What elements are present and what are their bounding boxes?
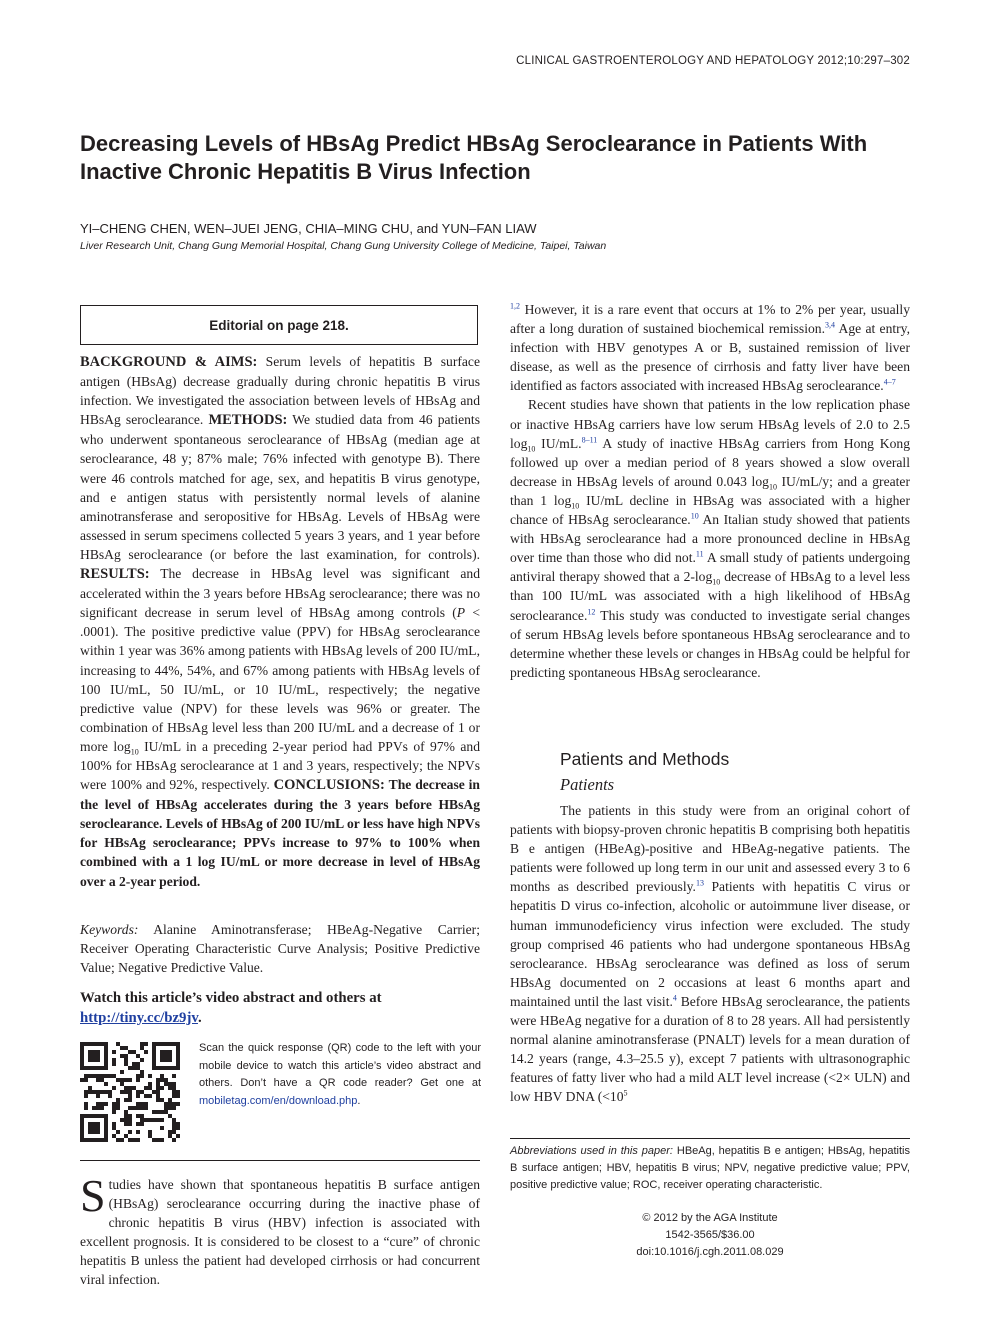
methods-body — [510, 801, 910, 1107]
conclusions-text: The decrease in the level of HBsAg accelerates during the 3 years before HBsAg seroclearance. Levels of HBsAg of 200 IU/mL or less have high NPVs for HBsAg seroclearance; PPVs increase to 97% to 100% when combined with a 1 log IU/mL or more decrease in level of HBsAg over a 2-year period. — [80, 777, 480, 889]
reference[interactable]: 8–11 — [581, 435, 598, 445]
keywords-label: Keywords: — [80, 922, 139, 937]
conclusions-label: CONCLUSIONS: — [273, 777, 385, 794]
drop-cap: S — [80, 1170, 106, 1221]
video-link[interactable]: http://tiny.cc/bz9jv — [80, 1010, 198, 1026]
methods-text: Patients with hepatitis C virus or hepatitis D virus co-infection, alcoholic or autoimmune liver disease, or human immunodeficiency virus infection were excluded. The study group comprised 46 patients who had undergone spontaneous HBsAg seroclearance. HBsAg seroclearance was defined as loss of serum HBsAg documented on 2 occasions at least 6 months apart and maintained until the last visit. — [510, 879, 910, 1009]
methods-text: Before HBsAg seroclearance, the patients were HBeAg negative for a duration of 8 to 28 years. All had persistently normal alanine aminotransferase (PNALT) levels for a mean duration of 14.2 years (range, 4.3–25.5 y), except 7 patients with ultrasonographic features of fatty liver who had a mild ALT level increase (<2× ULN) and low HBV DNA (<10 — [510, 993, 910, 1105]
results-text: The decrease in HBsAg level was significant and accelerated within the 3 years before HBsAg seroclearance; there was no significant decrease in serum level of HBsAg among controls ( — [80, 566, 480, 621]
intro-text: IU/mL/y; and a greater than 1 log — [510, 473, 910, 508]
methods-label: METHODS: — [208, 412, 288, 429]
editorial-label: Editorial on page 218. — [209, 317, 349, 333]
video-abstract-heading: Watch this article’s video abstract and others at http://tiny.cc/bz9jv. — [80, 990, 382, 1026]
reference[interactable]: 10 — [690, 511, 699, 521]
intro-text: tudies have shown that spontaneous hepatitis B surface antigen (HBsAg) seroclearance occurring during the inactive phase of chronic hepatitis B virus (HBV) infection is associated with excellent prognosis. It is considered to be closest to a “cure” of chronic hepatitis B unless the patient had developed cirrhosis or had concurrent viral infection. — [80, 1177, 480, 1288]
background-label: BACKGROUND & AIMS: — [80, 354, 258, 370]
video-heading-text: Watch this article’s video abstract and others at — [80, 990, 382, 1006]
reference[interactable]: 4–7 — [883, 377, 896, 387]
abstract — [80, 352, 480, 891]
intro-text: An Italian study showed that patients with HBsAg seroclearance had a more pronounced decline in HBsAg over time than those who did not. — [510, 512, 910, 566]
subsection-heading: Patients — [560, 775, 615, 794]
keywords-text: Alanine Aminotransferase; HBeAg-Negative Carrier; Receiver Operating Characteristic Curve Analysis; Positive Predictive Value; Negative Predictive Value. — [80, 922, 480, 976]
subscript: 10 — [571, 501, 580, 511]
divider — [510, 1138, 910, 1139]
abbrev-text: HBeAg, hepatitis B e antigen; HBsAg, hepatitis B surface antigen; HBV, hepatitis B virus; NPV, negative predictive value; PPV, positive predictive value; ROC, receiver operating characteristic. — [510, 1145, 910, 1191]
keywords — [80, 920, 480, 977]
reference[interactable]: 3,4 — [824, 320, 835, 330]
intro-text: Age at entry, infection with HBV genotypes A or B, sustained remission of liver disease, as well as the presence of cirrhosis and fatty liver have been identified as factors associated with increased HBsAg seroclearance. — [510, 321, 910, 394]
intro-text: A study of inactive HBsAg carriers from Hong Kong followed up over a median period of 8 years showed a slow overall decrease in HBsAg levels of around 0.043 log — [510, 435, 910, 489]
author-list: YI–CHENG CHEN, WEN–JUEI JENG, CHIA–MING CHU, and YUN–FAN LIAW — [80, 221, 537, 236]
copyright: © 2012 by the AGA Institute — [642, 1212, 778, 1224]
editorial-box[interactable] — [80, 305, 478, 345]
qr-code[interactable] — [80, 1042, 180, 1142]
divider — [80, 1160, 480, 1161]
methods-text: We studied data from 46 patients who underwent spontaneous seroclearance of HBsAg (median age at seroclearance, 48 y; 87% male; 76% infected with genotype B). There were 46 controls matched for age, sex, and hepatitis B virus genotype, and e antigen status with persistently normal levels of alanine aminotransferase and seropositive for HBsAg. Levels of HBsAg were assessed in serum specimens collected 5 years 3 years, and 1 year before HBsAg seroclearance (or before the last examination, for controls). — [80, 412, 480, 562]
qr-instructions: Scan the quick response (QR) code to the left with your mobile device to watch this article’s video abstract and others. Don’t have a QR code reader? Get one at mobiletag.com/en/download.php. — [199, 1042, 481, 1107]
superscript: 5 — [623, 1088, 628, 1098]
reference[interactable]: 11 — [695, 549, 704, 559]
results-label: RESULTS: — [80, 566, 150, 583]
intro-text: A small study of patients undergoing antiviral therapy showed that a 2-log — [510, 550, 911, 585]
reference[interactable]: 4 — [672, 993, 677, 1003]
article-title: Decreasing Levels of HBsAg Predict HBsAg Seroclearance in Patients With Inactive Chronic Hepatitis B Virus Infection — [80, 131, 868, 184]
section-heading: Patients and Methods — [560, 749, 730, 769]
results-text: IU/mL in a preceding 2-year period had PPVs of 97% and 100% for HBsAg seroclearance at 1 and 3 years, respectively; the NPVs were 100% and 92%, respectively. — [80, 738, 481, 793]
qr-text: Scan the quick response (QR) code to the left with your mobile device to watch this article’s video abstract and others. Don’t have a QR code reader? Get one at — [199, 1042, 481, 1089]
introduction — [80, 1170, 480, 1290]
copyright-block — [510, 1210, 910, 1260]
subscript: 10 — [712, 578, 721, 588]
intro-text: decrease of HBsAg to a level less than 100 IU/mL was associated with a high likelihood of HBsAg seroclearance. — [510, 569, 910, 623]
methods-text: The patients in this study were from an original cohort of patients with biopsy-proven chronic hepatitis B comprising both hepatitis B e antigen (HBeAg)-positive and HBeAg-negative patients. The patients were followed up long term in our unit and assessed every 3 to 6 months as described previously. — [510, 803, 910, 895]
intro-text: Recent studies have shown that patients in the low replication phase or inactive HBsAg carriers have low serum HBsAg levels of 2.0 to 2.5 log — [510, 397, 910, 451]
doi[interactable]: doi:10.1016/j.cgh.2011.08.029 — [636, 1245, 784, 1258]
journal-header: CLINICAL GASTROENTEROLOGY AND HEPATOLOGY 2012;10:297–302 — [516, 55, 910, 67]
subscript: 10 — [768, 482, 777, 492]
intro-text: This study was conducted to investigate serial changes of serum HBsAg levels before spontaneous HBsAg seroclearance and to determine whether these levels or changes in HBsAg could be helpful for predicting spontaneous HBsAg seroclearance. — [510, 607, 910, 680]
intro-text: However, it is a rare event that occurs at 1% to 2% per year, usually after a long duration of sustained biochemical remission. — [510, 302, 910, 337]
p-symbol: P — [456, 605, 466, 621]
reference[interactable]: 1,2 — [510, 301, 520, 311]
subscript: 10 — [527, 444, 536, 454]
affiliation: Liver Research Unit, Chang Gung Memorial Hospital, Chang Gung University College of Medicine, Taipei, Taiwan — [80, 240, 607, 252]
intro-text: IU/mL decline in HBsAg was associated with a higher chance of HBsAg seroclearance. — [510, 492, 910, 528]
right-column — [510, 300, 910, 682]
abbrev-label: Abbreviations used in this paper: — [510, 1145, 673, 1157]
intro-text: IU/mL. — [535, 435, 582, 451]
results-text: < .0001). The positive predictive value (PPV) for HBsAg seroclearance within 1 year was 36% among patients with HBsAg levels of 200 IU/mL, increasing to 44%, 54%, and 67% among patients with HBsAg levels of 100 IU/mL, 50 IU/mL, or 10 IU/mL, respectively; the negative predictive value (NPV) for these levels was 96% or greater. The combination of HBsAg level less than 200 IU/mL and a decrease of 1 or more log — [80, 605, 480, 754]
subscript: 10 — [130, 747, 139, 757]
background-text: Serum levels of hepatitis B surface antigen (HBsAg) decrease gradually during chronic hepatitis B virus infection. We investigated the association between levels of HBsAg and HBsAg seroclearance. — [80, 354, 480, 428]
qr-reader-link[interactable]: mobiletag.com/en/download.php — [199, 1094, 358, 1107]
reference[interactable]: 12 — [587, 606, 596, 616]
abbreviations-footnote — [510, 1143, 910, 1193]
reference[interactable]: 13 — [695, 878, 704, 888]
issn: 1542-3565/$36.00 — [665, 1228, 755, 1241]
